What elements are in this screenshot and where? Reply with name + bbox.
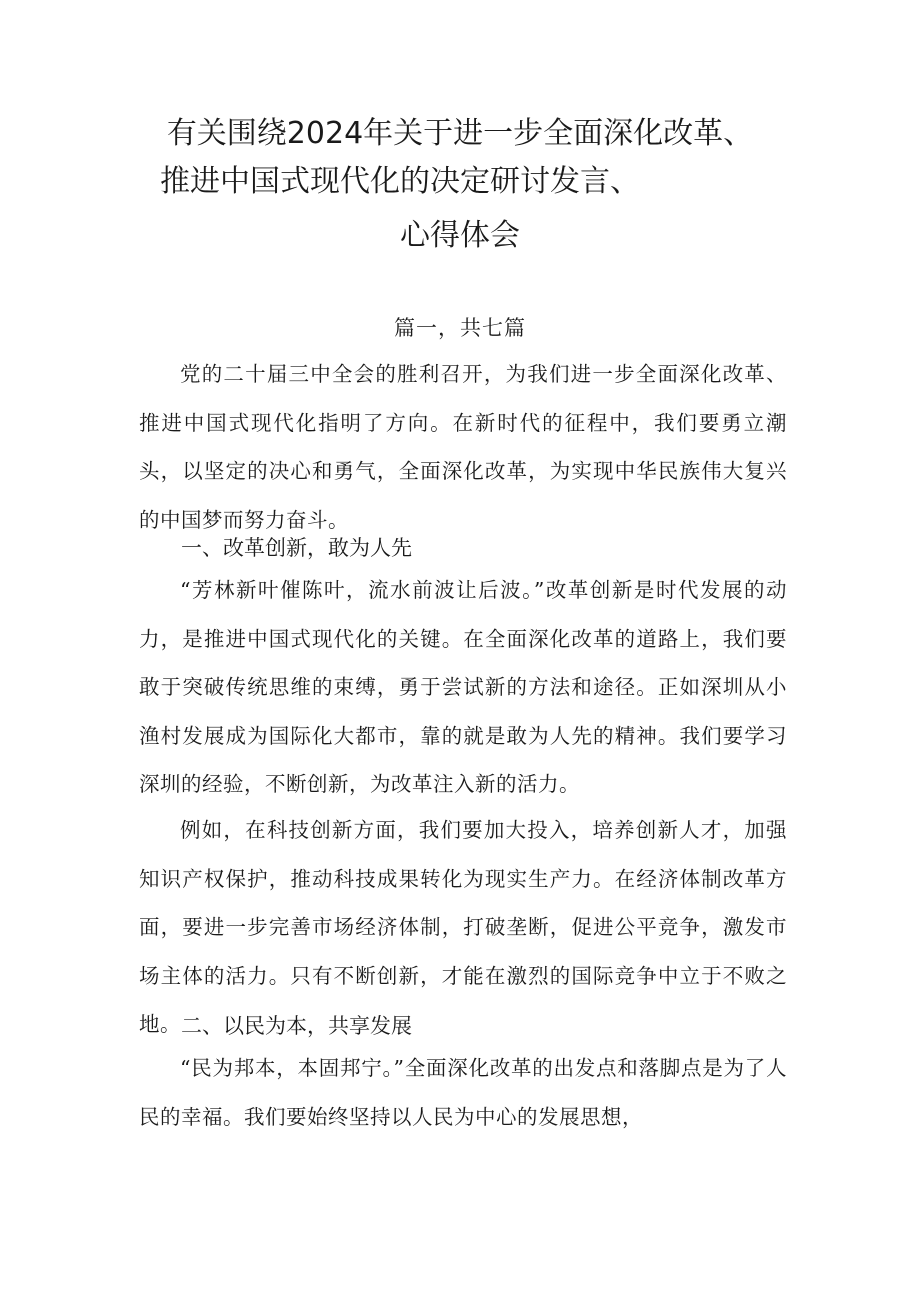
title-line-1: 有关围绕2024年关于进一步全面深化改革、 bbox=[166, 116, 754, 151]
paragraph-reform-innovation: “芳林新叶催陈叶，流水前波让后波。”改革创新是时代发展的动力，是推进中国式现代化的关键。在全面深化改革的道路上，我们要敢于突破传统思维的束缚，勇于尝试新的方法和途径。正如深圳从小渔村发展成为国际化大都市，靠的就是敢为人先的精神。我们要学习深圳的经验，不断创新，为改革注入新的活力。 bbox=[139, 578, 787, 796]
article-subtitle: 篇一，共七篇 bbox=[394, 316, 526, 340]
section-heading-1: 一、改革创新，敢为人先 bbox=[181, 536, 412, 560]
paragraph-examples: 例如，在科技创新方面，我们要加大投入，培养创新人才，加强知识产权保护，推动科技成果转化为现实生产力。在经济体制改革方面，要进一步完善市场经济体制，打破垄断，促进公平竞争，激发市场主体的活力。只有不断创新，才能在激烈的国际竞争中立于不败之地。 bbox=[139, 818, 787, 1036]
title-line-2: 推进中国式现代化的决定研讨发言、 bbox=[160, 164, 640, 199]
paragraph-intro: 党的二十届三中全会的胜利召开，为我们进一步全面深化改革、推进中国式现代化指明了方向。在新时代的征程中，我们要勇立潮头，以坚定的决心和勇气，全面深化改革，为实现中华民族伟大复兴的中国梦而努力奋斗。 bbox=[139, 362, 787, 532]
title-line-3: 心得体会 bbox=[400, 218, 520, 253]
paragraph-people-centered: “民为邦本，本固邦宁。”全面深化改革的出发点和落脚点是为了人民的幸福。我们要始终坚持以人民为中心的发展思想， bbox=[139, 1056, 787, 1129]
section-heading-2: 二、以民为本，共享发展 bbox=[181, 1014, 412, 1038]
